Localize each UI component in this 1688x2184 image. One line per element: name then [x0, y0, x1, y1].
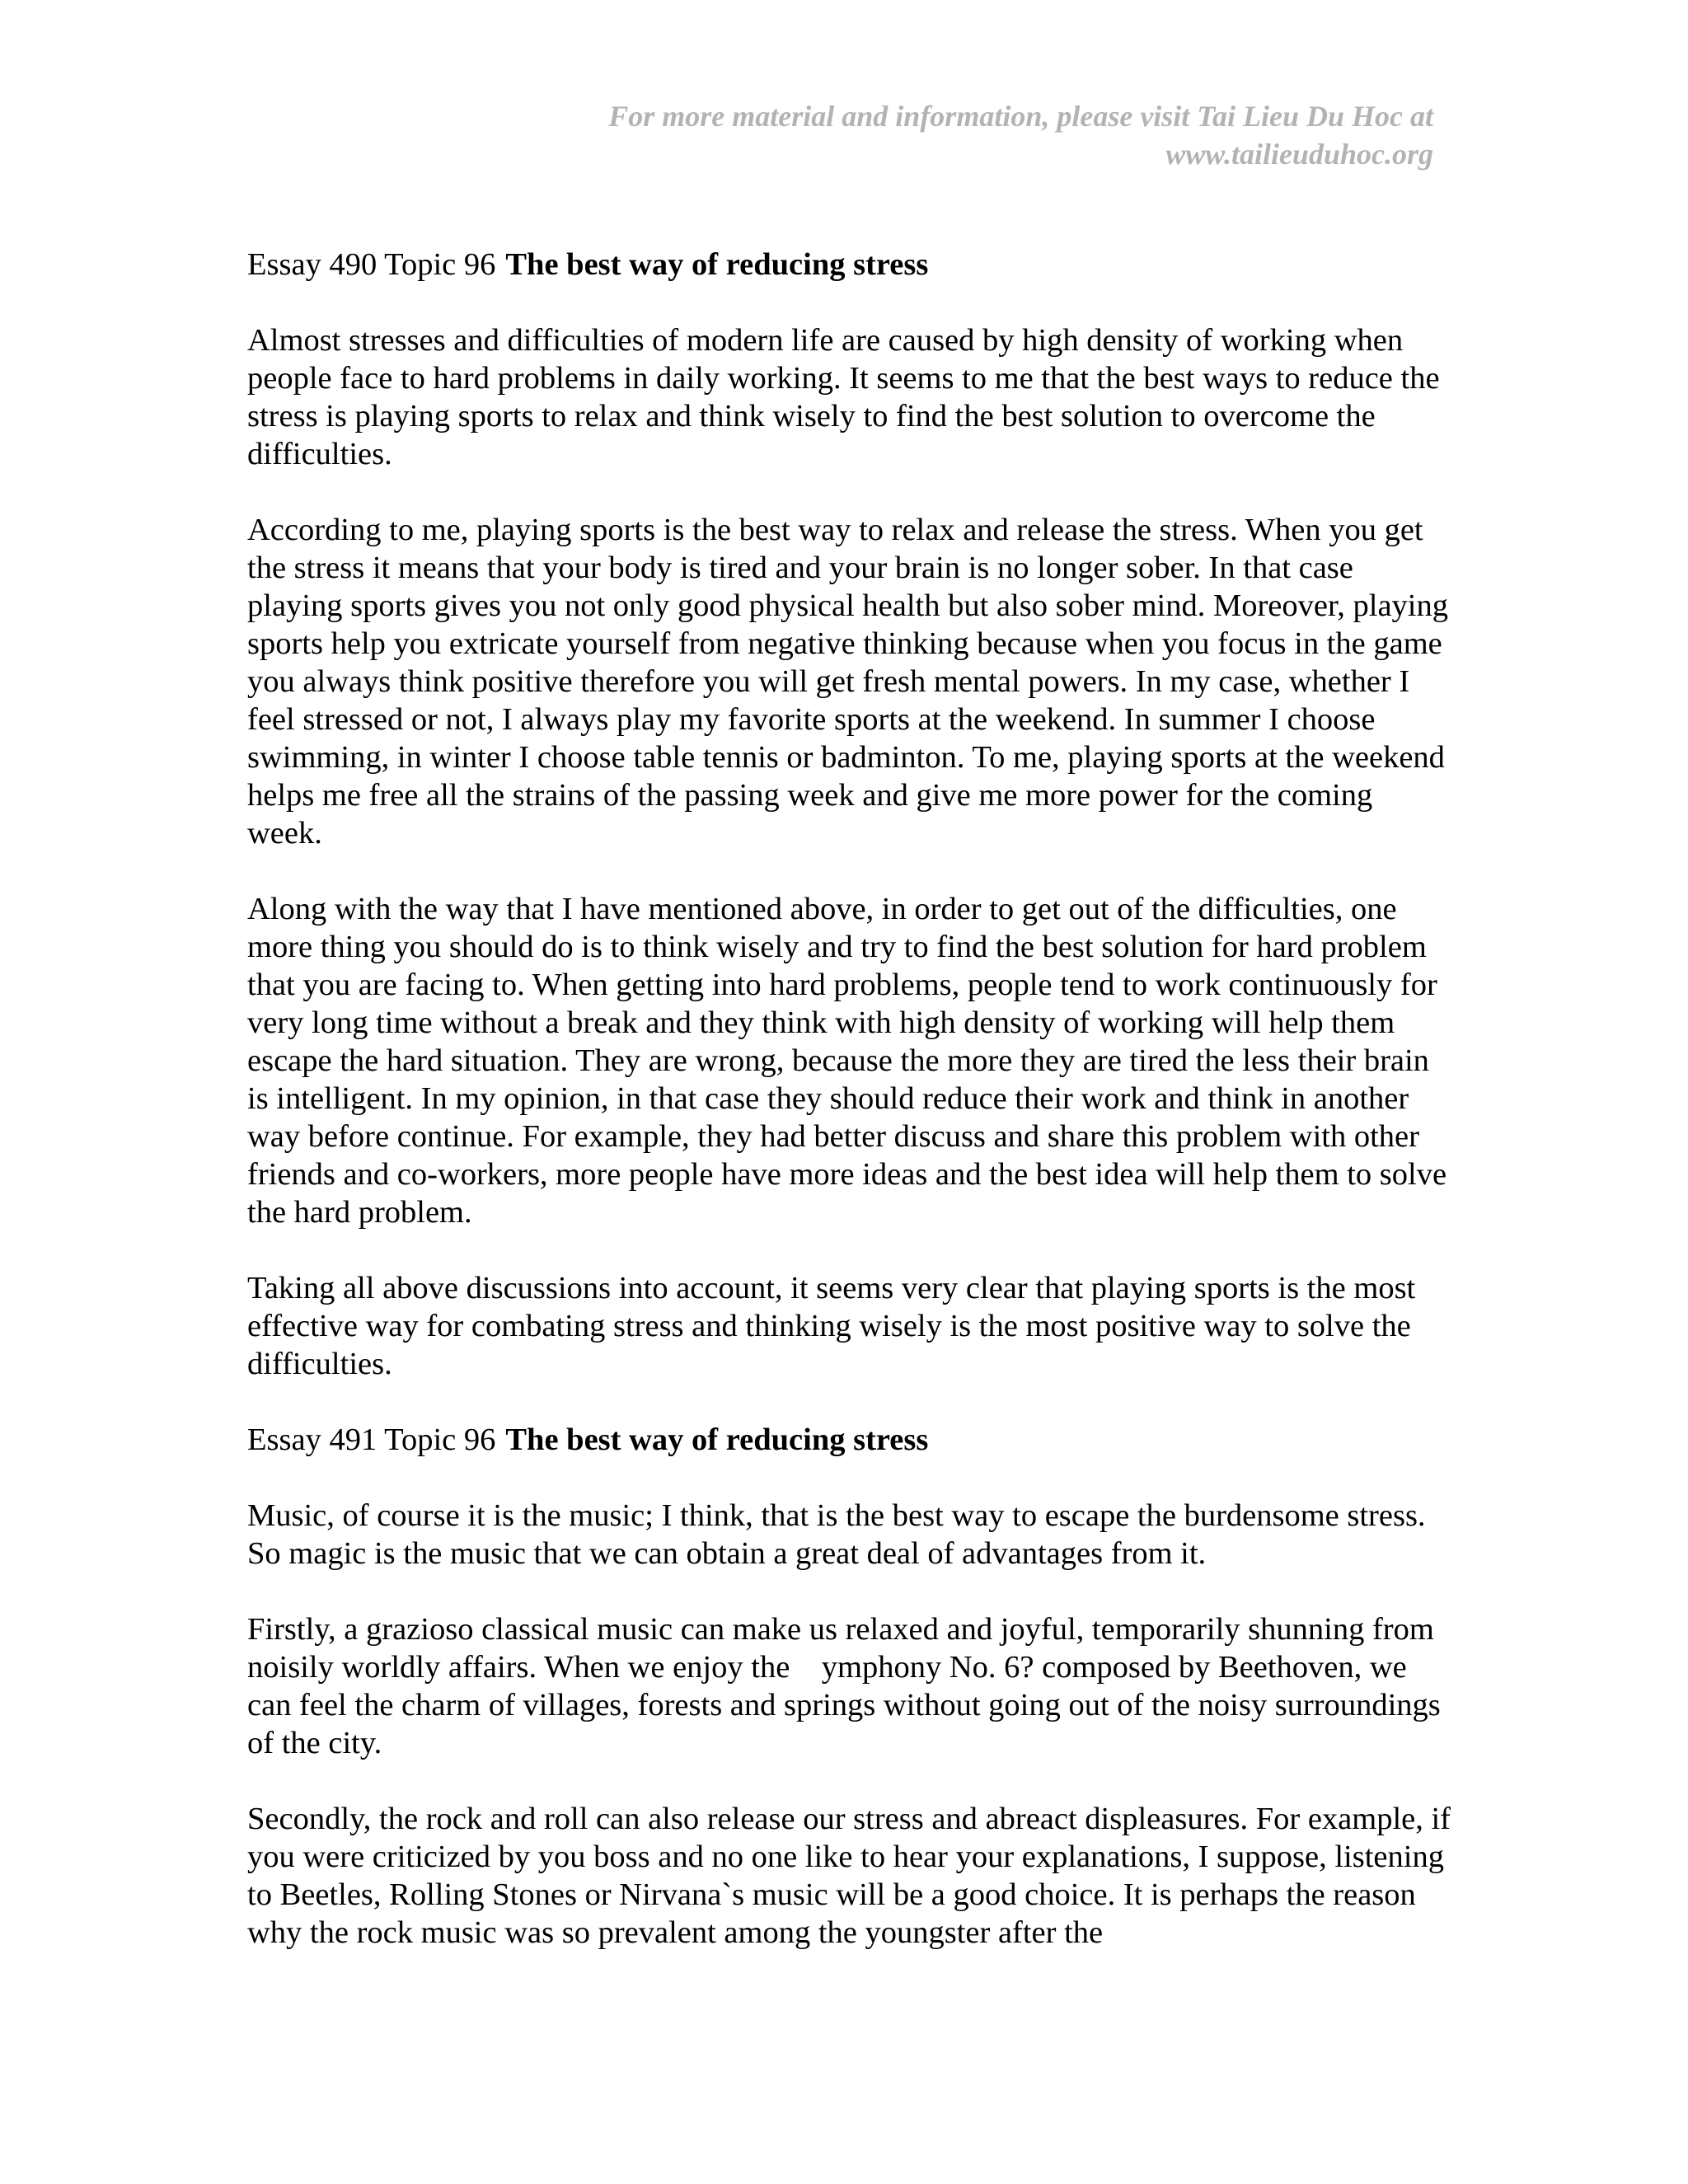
essay-491: [247, 1421, 1451, 1952]
essay-paragraph: Along with the way that I have mentioned above, in order to get out of the difficulties, one more thing you should do is to think wisely and try to find the best solution for hard problem that you are facing to. When getting into hard problems, people tend to work continuously for very long time without a break and they think with high density of working will help them escape the hard situation. They are wrong, because the more they are tired the less their brain is intelligent. In my opinion, in that case they should reduce their work and think in another way before continue. For example, they had better discuss and share this problem with other friends and co-workers, more people have more ideas and the best idea will help them to solve the hard problem.: [247, 892, 1447, 1230]
essay-paragraph: Firstly, a grazioso classical music can make us relaxed and joyful, temporarily shunning from noisily worldly affairs. When we enjoy the ymphony No. 6? composed by Beethoven, we can feel the charm of villages, forests and springs without going out of the noisy surroundings of the city.: [247, 1612, 1449, 1760]
essay-heading: [247, 1421, 1451, 1459]
essay-paragraph: According to me, playing sports is the best way to relax and release the stress. When you get the stress it means that your body is tired and your brain is no longer sober. In that case playing sports gives you not only good physical health but also sober mind. Moreover, playing sports help you extricate yourself from negative thinking because when you focus in the game you always think positive therefore you will get fresh mental powers. In my case, whether I feel stressed or not, I always play my favorite sports at the weekend. In summer I choose swimming, in winter I choose table tennis or badminton. To me, playing sports at the weekend helps me free all the strains of the passing week and give me more power for the coming week.: [247, 513, 1448, 851]
essay-490: [247, 246, 1451, 1383]
essay-title: The best way of reducing stress: [505, 1422, 929, 1457]
essay-number-label: Essay 490 Topic 96: [247, 247, 496, 282]
essay-paragraph: Almost stresses and difficulties of modern life are caused by high density of working when people face to hard problems in daily working. It seems to me that the best ways to reduce the stress is playing sports to relax and think wisely to find the best solution to overcome the difficulties.: [247, 323, 1440, 471]
essay-number-label: Essay 491 Topic 96: [247, 1422, 496, 1457]
header-note-line-1: For more material and information, please visit Tai Lieu Du Hoc at: [608, 100, 1433, 133]
essay-paragraph: Music, of course it is the music; I think, that is the best way to escape the burdensome stress. So magic is the music that we can obtain a great deal of advantages from it.: [247, 1498, 1426, 1571]
essay-title: The best way of reducing stress: [505, 247, 929, 282]
header-note-line-2: www.tailieuduhoc.org: [1165, 138, 1433, 171]
essay-heading: [247, 246, 1451, 284]
header-note: [362, 97, 1433, 173]
essay-paragraph: Secondly, the rock and roll can also release our stress and abreact displeasures. For example, if you were criticized by you boss and no one like to hear your explanations, I suppose, listening to Beetles, Rolling Stones or Nirvana`s music will be a good choice. It is perhaps the reason why the rock music was so prevalent among the youngster after the: [247, 1802, 1451, 1950]
essay-paragraph: Taking all above discussions into account, it seems very clear that playing sports is the most effective way for combating stress and thinking wisely is the most positive way to solve the difficulties.: [247, 1271, 1416, 1381]
document-body: [247, 246, 1451, 1990]
